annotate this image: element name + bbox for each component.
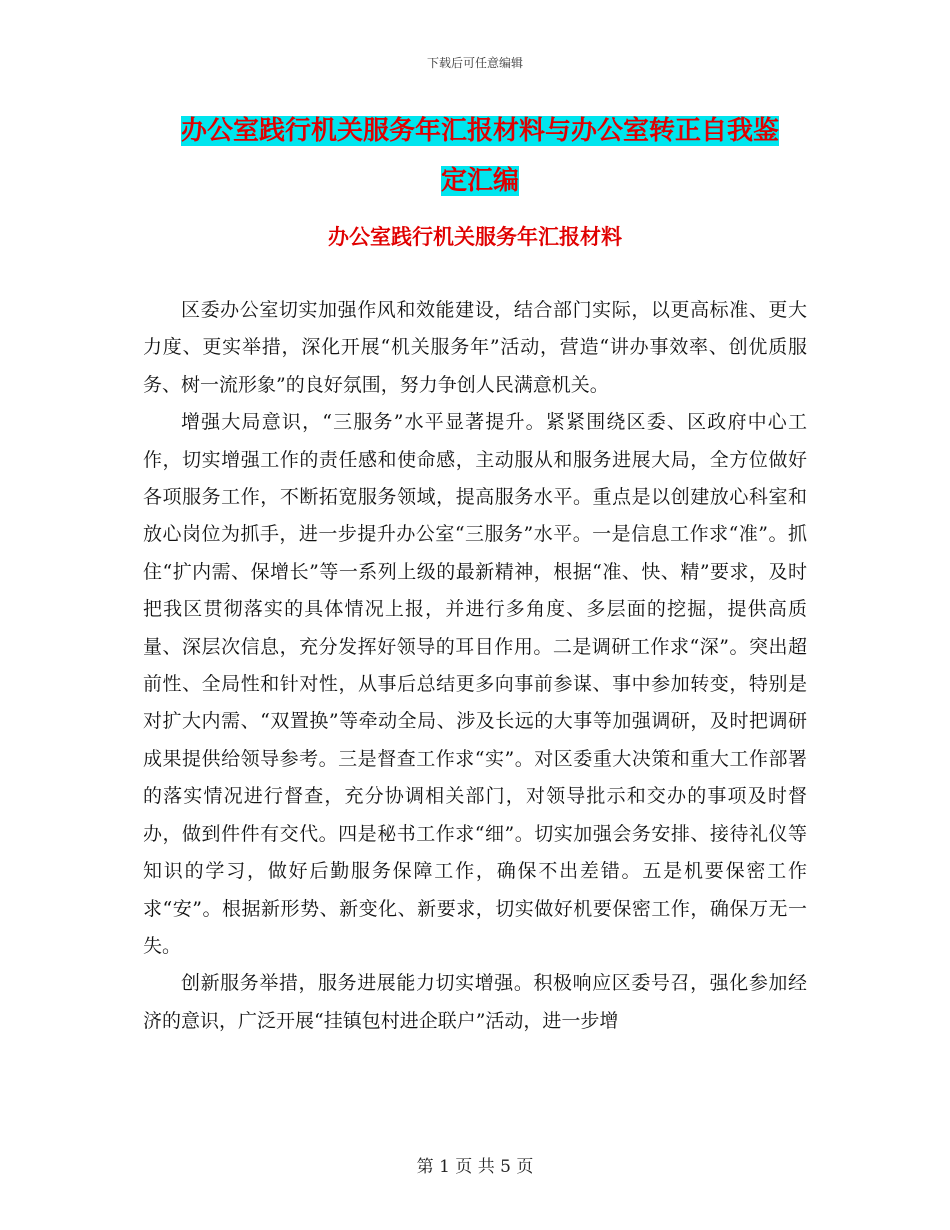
section-title: 办公室践行机关服务年汇报材料 <box>328 225 622 249</box>
page-footer: 第 1 页 共 5 页 <box>416 1157 534 1177</box>
paragraph-3: 创新服务举措，服务进展能力切实增强。积极响应区委号召，强化参加经济的意识，广泛开展“挂镇包村进企联户”活动，进一步增 <box>143 972 807 1032</box>
paragraph-1: 区委办公室切实加强作风和效能建设，结合部门实际，以更高标准、更大力度、更实举措，深化开展“机关服务年”活动，营造“讲办事效率、创优质服务、树一流形象”的良好氛围，努力争创人民满意机关。 <box>143 299 807 396</box>
document-title-line-2: 定汇编 <box>440 166 519 196</box>
paragraph-2: 增强大局意识，“三服务”水平显著提升。紧紧围绕区委、区政府中心工作，切实增强工作的责任感和使命感，主动服从和服务进展大局，全方位做好各项服务工作，不断拓宽服务领域，提高服务水平。重点是以创建放心科室和放心岗位为抓手，进一步提升办公室“三服务”水平。一是信息工作求“准”。抓住“扩内需、保增长”等一系列上级的最新精神，根据“准、快、精”要求，及时把我区贯彻落实的具体情况上报，并进行多角度、多层面的挖掘，提供高质量、深层次信息，充分发挥好领导的耳目作用。二是调研工作求“深”。突出超前性、全局性和针对性，从事后总结更多向事前参谋、事中参加转变，特别是对扩大内需、“双置换”等牵动全局、涉及长远的大事等加强调研，及时把调研成果提供给领导参考。三是督查工作求“实”。对区委重大决策和重大工作部署的落实情况进行督查，充分协调相关部门，对领导批示和交办的事项及时督办，做到件件有交代。四是秘书工作求“细”。切实加强会务安排、接待礼仪等知识的学习，做好后勤服务保障工作，确保不出差错。五是机要保密工作求“安”。根据新形势、新变化、新要求，切实做好机要保密工作，确保万无一失。 <box>143 411 807 957</box>
body-text <box>143 292 807 1040</box>
document-title <box>150 106 810 206</box>
document-title-line-1: 办公室践行机关服务年汇报材料与办公室转正自我鉴 <box>180 116 779 146</box>
header-note: 下载后可任意编辑 <box>426 56 523 70</box>
